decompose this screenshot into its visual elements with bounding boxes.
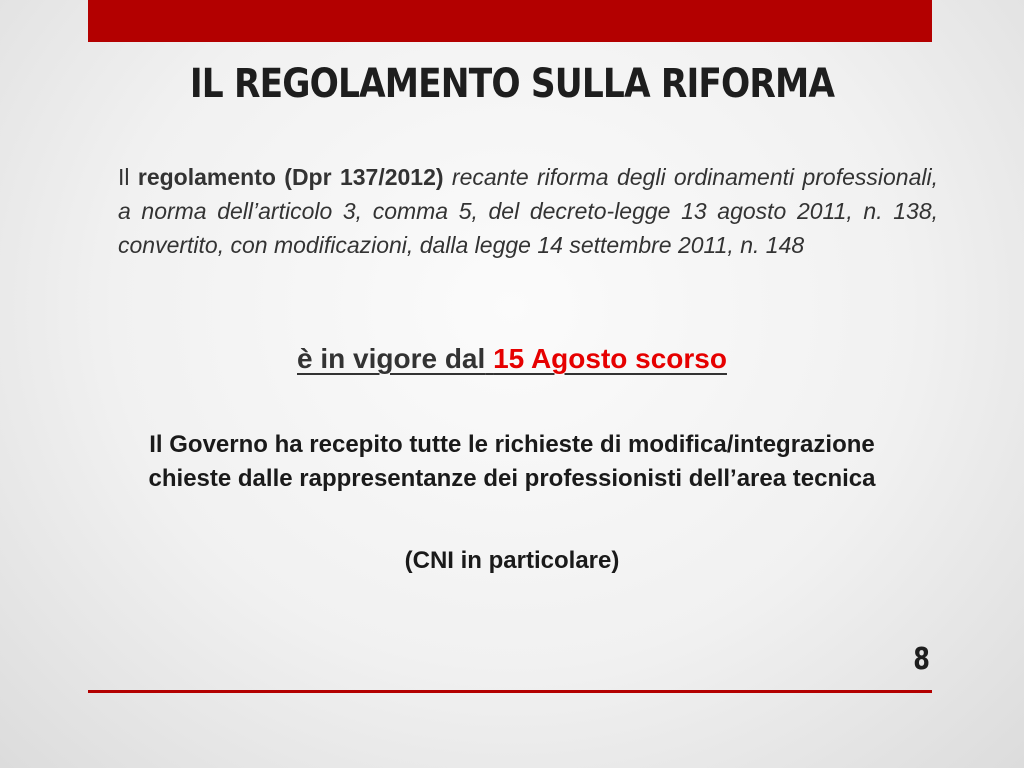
slide-title: IL REGOLAMENTO SULLA RIFORMA: [189, 61, 835, 107]
cni-note: (CNI in particolare): [404, 547, 620, 574]
intro-italic-text: recante riforma degli ordinamenti professionali, a norma dell’articolo 3, comma 5, del decreto-legge 13 agosto 2011, n. 138, convertito, con modificazioni, dalla legge 14 settembre 2011, n. 148: [118, 164, 939, 258]
bottom-rule: [88, 690, 932, 693]
intro-lead: Il: [118, 164, 130, 190]
in-force-prefix: è in vigore dal: [297, 343, 486, 374]
intro-bold-reference: regolamento (Dpr 137/2012): [137, 164, 444, 190]
intro-paragraph: [118, 160, 938, 262]
in-force-line: [0, 340, 1024, 378]
top-accent-bar: [88, 0, 932, 42]
in-force-date: 15 Agosto scorso: [493, 343, 727, 374]
government-statement: Il Governo ha recepito tutte le richieste di modifica/integrazione chieste dalle rappresentanze dei professionisti dell’area tecnica: [148, 431, 876, 492]
page-number: 8: [913, 642, 930, 677]
